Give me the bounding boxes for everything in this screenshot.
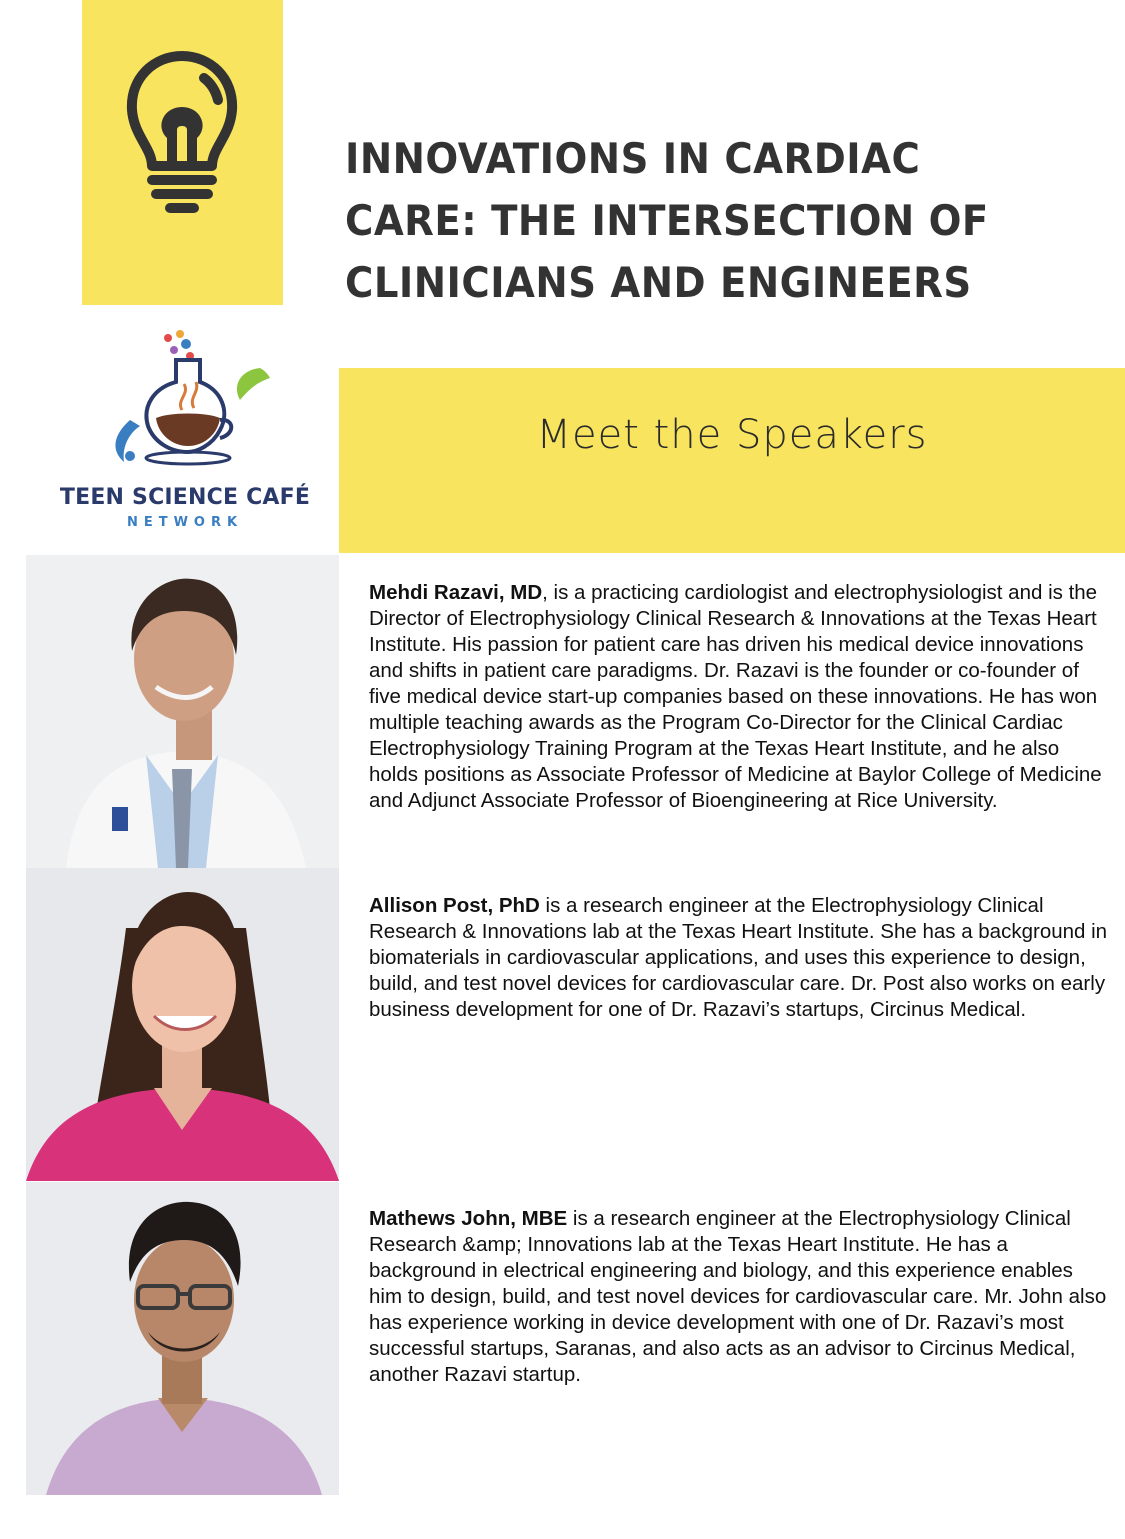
speaker-photo-post: [26, 868, 339, 1181]
speaker-photo-razavi: [26, 555, 339, 868]
teen-science-cafe-logo: [40, 330, 330, 540]
lightbulb-icon: [112, 48, 252, 218]
speaker-name-3: Mathews John, MBE: [369, 1207, 568, 1230]
speaker-text-3: is a research engineer at the Electrophysiology Clinical Research &amp; Innovations lab at the Texas Heart Institute. He has a background in electrical engineering and biology, and this experience enables him to design, build, and test novel devices for cardiovascular care. Mr. John also has experience working in device development with one of Dr. Razavi’s most successful startups, Saranas, and also acts as an advisor to Circinus Medical, another Razavi startup.: [369, 1207, 1107, 1386]
title-line-1: INNOVATIONS IN CARDIAC: [345, 134, 921, 183]
logo-subtitle: NETWORK: [126, 515, 244, 530]
speaker-bio-3: [369, 1206, 1109, 1388]
speaker-text-2: is a research engineer at the Electrophysiology Clinical Research & Innovations lab at the Texas Heart Institute. She has a background in biomaterials in cardiovascular applications, and uses this experience to design, build, and test novel devices for cardiovascular care. Dr. Post also works on early business development for one of Dr. Razavi’s startups, Circinus Medical.: [369, 894, 1108, 1021]
title-accent-block: [82, 0, 283, 305]
speaker-text-1: , is a practicing cardiologist and electrophysiologist and is the Director of Electrophysiology Clinical Research & Innovations at the Texas Heart Institute. His passion for patient care has driven his medical device innovations and shifts in patient care paradigms. Dr. Razavi is the founder or co-founder of five medical device start-up companies based on these innovations. He has won multiple teaching awards as the Program Co-Director for the Clinical Cardiac Electrophysiology Training Program at the Texas Heart Institute, and he also holds positions as Associate Professor of Medicine at Baylor College of Medicine and Adjunct Associate Professor of Bioengineering at Rice University.: [369, 581, 1102, 812]
speaker-name-1: Mehdi Razavi, MD: [369, 581, 543, 604]
speaker-name-2: Allison Post, PhD: [369, 894, 540, 917]
coffee-flask-icon: [100, 330, 275, 470]
logo-name: TEEN SCIENCE CAFÉ: [59, 485, 311, 510]
page-title: [345, 128, 1044, 314]
title-line-3: CLINICIANS AND ENGINEERS: [345, 258, 972, 307]
speaker-photo-john: [26, 1182, 339, 1495]
speakers-banner: [339, 368, 1125, 553]
banner-heading: Meet the Speakers: [536, 412, 928, 458]
speaker-bio-2: [369, 893, 1109, 1023]
title-line-2: CARE: THE INTERSECTION OF: [345, 196, 989, 245]
speaker-bio-1: [369, 580, 1109, 814]
